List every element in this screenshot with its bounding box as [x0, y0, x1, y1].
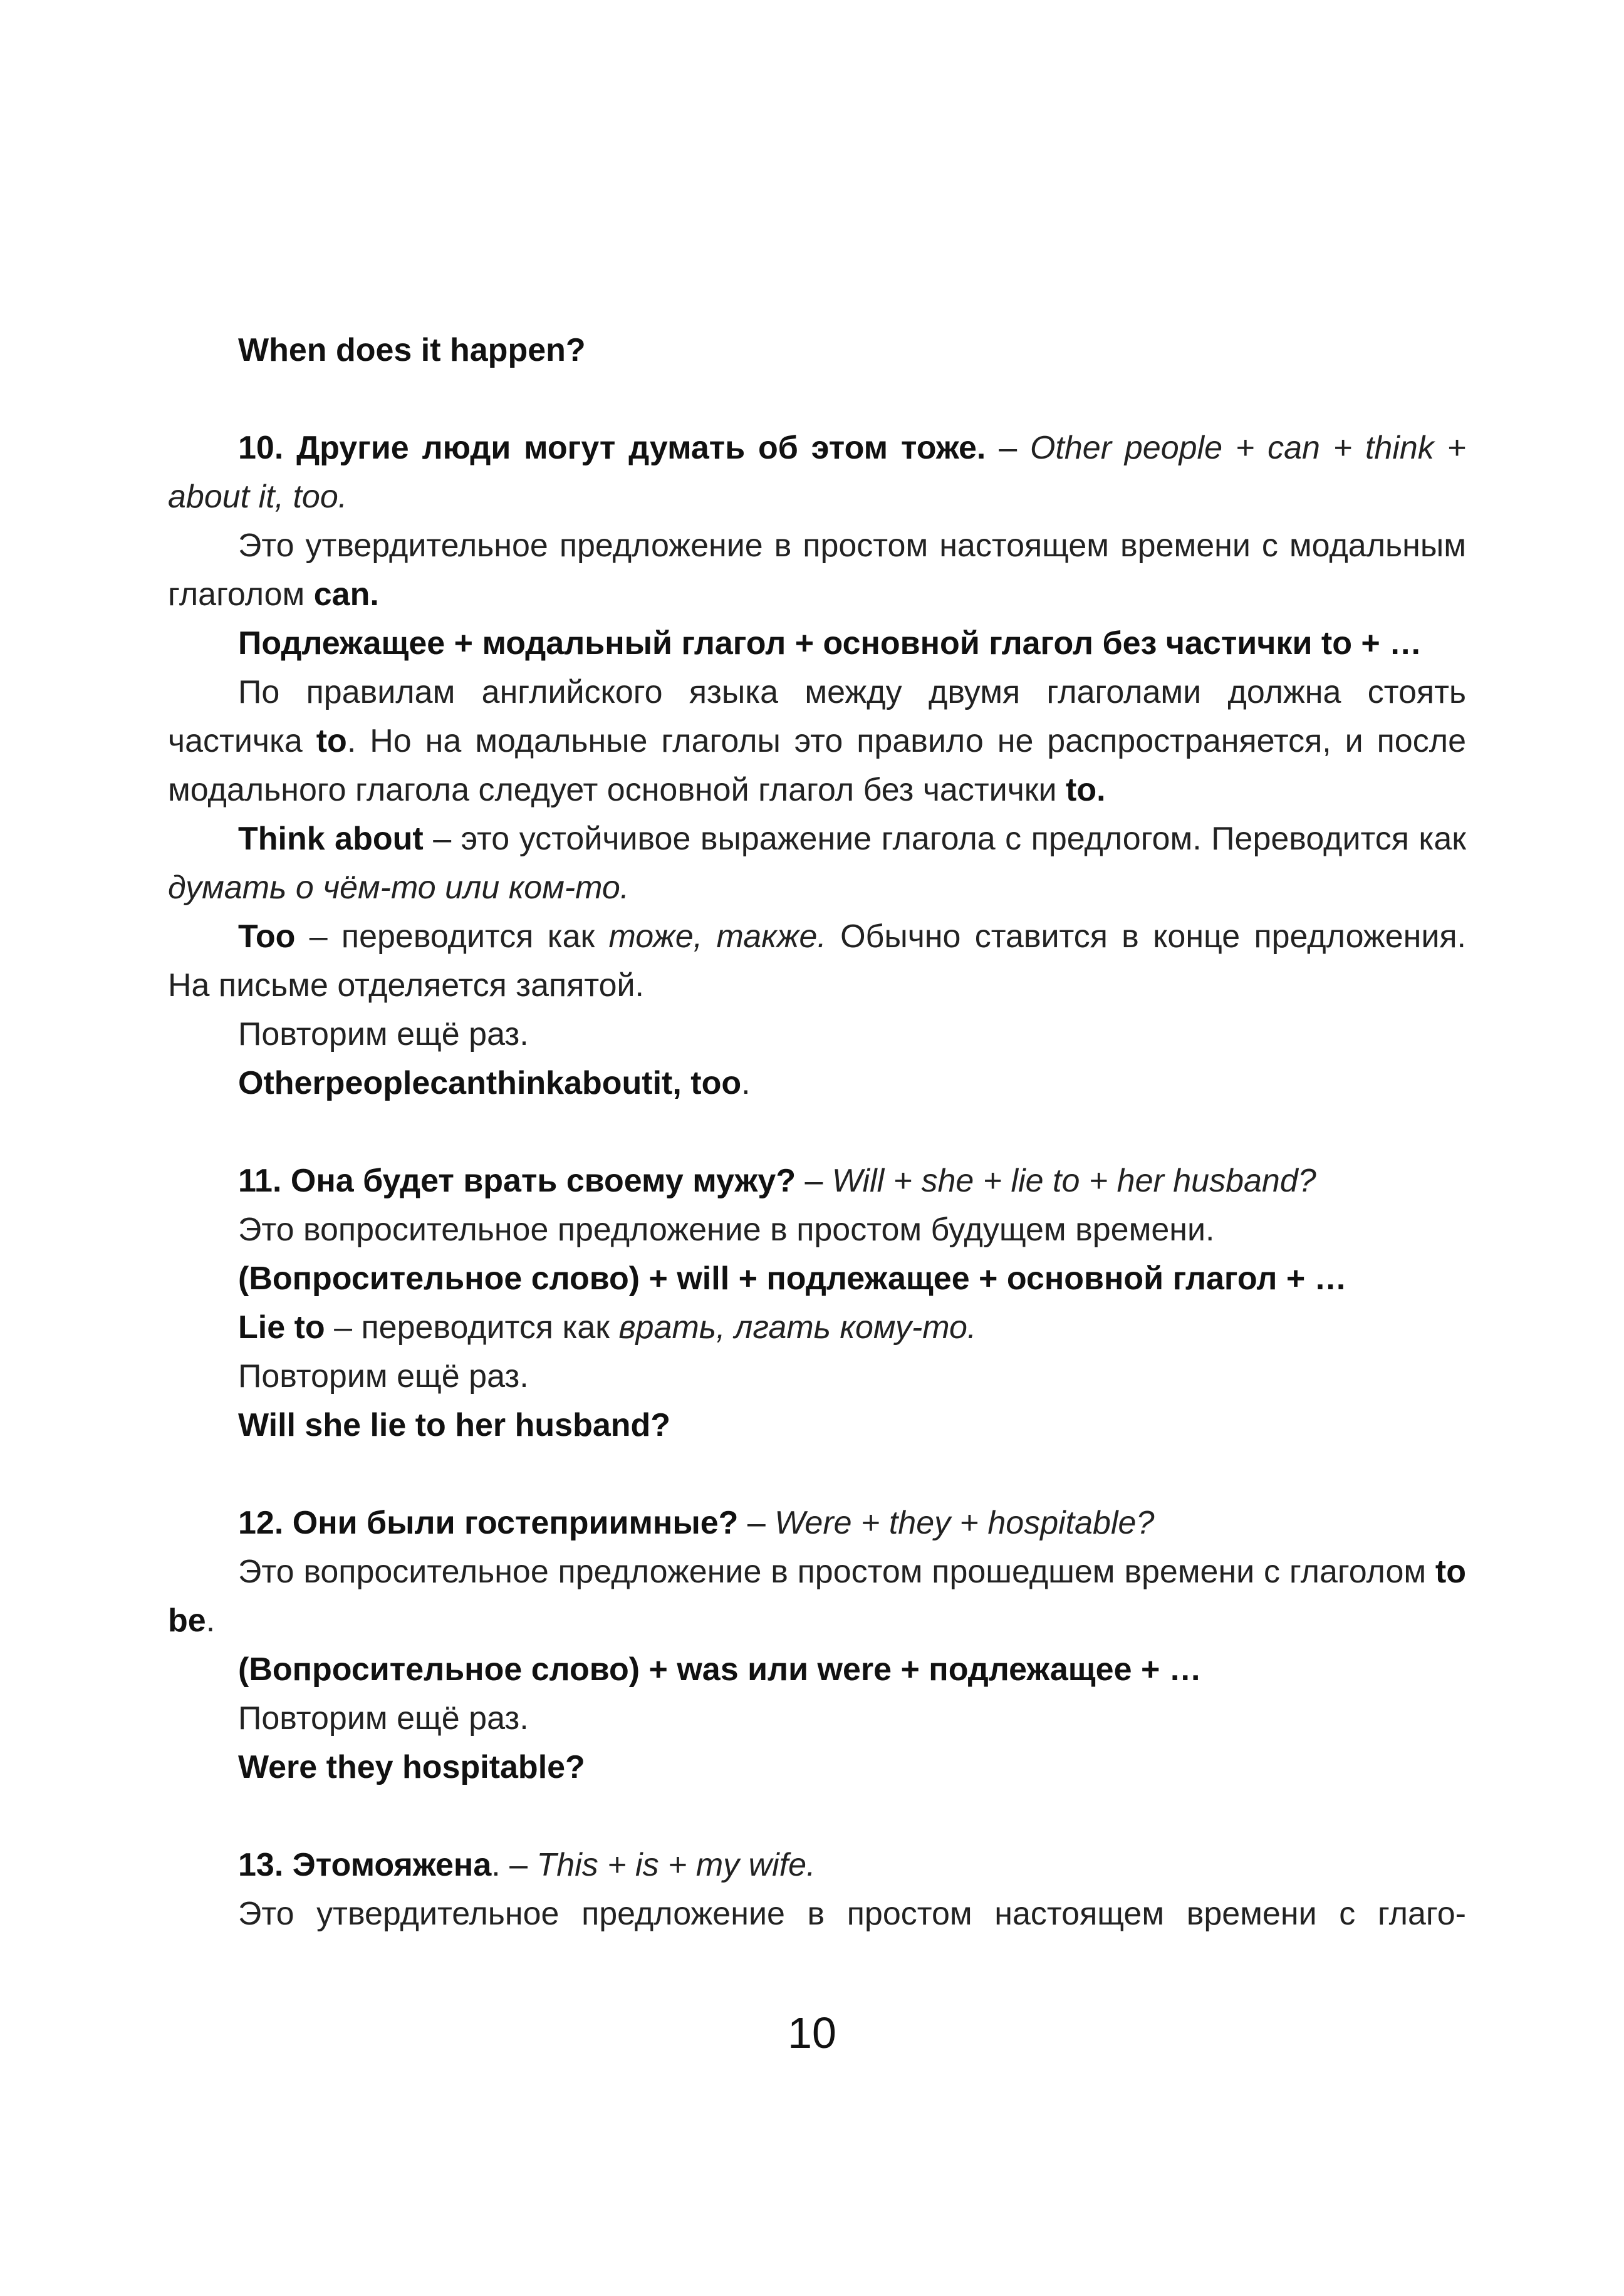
exercise-13	[168, 1841, 1466, 1938]
repeat-label: Повторим ещё раз.	[238, 1700, 529, 1737]
exercise-11	[168, 1156, 1466, 1450]
exercise-heading: 12. Они были гостеприимные? – Were + they + hospitable?	[238, 1505, 1155, 1541]
exercise-description: Это утвердительное предложение в простом настоящем времени с модальным глаголом can.	[168, 527, 1466, 613]
spacer	[168, 1108, 1466, 1156]
vocab-note: Think about – это устойчивое выражение глагола с предлогом. Переводится как думать о чём-то или ком-то.	[168, 821, 1466, 906]
exercise-number: 10.	[238, 430, 284, 466]
exercise-description: Это вопросительное предложение в простом будущем времени.	[238, 1212, 1215, 1248]
repeat-label: Повторим ещё раз.	[238, 1016, 529, 1052]
grammar-rule: Подлежащее + модальный глагол + основной глагол без частички to + …	[238, 625, 1422, 662]
exercise-12	[168, 1499, 1466, 1792]
answer-sentence: Otherpeoplecanthinkaboutit, too.	[238, 1065, 751, 1101]
answer-sentence: Were they hospitable?	[238, 1749, 585, 1785]
exercise-10	[168, 423, 1466, 1108]
exercise-number: 12.	[238, 1505, 284, 1541]
grammar-note: По правилам английского языка между двумя глаголами должна стоять частичка to. Но на модальные глаголы это правило не распространяется, и после модального глагола следует основной глагол без частички to.	[168, 674, 1466, 808]
exercise-heading: 13. Этомояжена. – This + is + my wife.	[238, 1847, 816, 1883]
exercise-formula: Were + they + hospitable?	[774, 1505, 1155, 1541]
vocab-note: Lie to – переводится как врать, лгать кому-то.	[238, 1309, 977, 1346]
grammar-rule: (Вопросительное слово) + was или were + подлежащее + …	[238, 1651, 1202, 1688]
exercise-formula: Will + she + lie to + her husband?	[831, 1163, 1316, 1199]
exercise-title: Этомояжена	[292, 1847, 492, 1883]
vocab-note: Too – переводится как тоже, также. Обычно ставится в конце предложения. На письме отделяется запятой.	[168, 918, 1466, 1004]
exercise-title: Другие люди могут думать об этом тоже.	[296, 430, 986, 466]
exercise-formula: Other people + can + think + about it, too.	[168, 430, 1466, 515]
grammar-rule: (Вопросительное слово) + will + подлежащее + основной глагол + …	[238, 1260, 1347, 1297]
exercise-description: Это утвердительное предложение в простом настоящем времени с глаго-	[238, 1896, 1466, 1932]
exercise-description: Это вопросительное предложение в простом прошедшем времени с глаголом to be.	[168, 1554, 1466, 1639]
exercise-title: Они были гостеприимные?	[292, 1505, 739, 1541]
spacer	[168, 1450, 1466, 1499]
exercise-heading: 10. Другие люди могут думать об этом тоже. – Other people + can + think + about it, too.	[168, 430, 1466, 515]
page-body	[168, 326, 1466, 1938]
exercise-formula: This + is + my wife.	[536, 1847, 816, 1883]
answer-sentence: Will she lie to her husband?	[238, 1407, 671, 1443]
spacer	[168, 375, 1466, 423]
exercise-heading: 11. Она будет врать своему мужу? – Will + she + lie to + her husband?	[238, 1163, 1316, 1199]
page-number: 10	[788, 2008, 836, 2057]
exercise-number: 11.	[238, 1163, 282, 1199]
exercise-number: 13.	[238, 1847, 284, 1883]
repeat-label: Повторим ещё раз.	[238, 1358, 529, 1395]
exercise-title: Она будет врать своему мужу?	[290, 1163, 796, 1199]
spacer	[168, 1792, 1466, 1841]
intro-question: When does it happen?	[238, 332, 586, 368]
